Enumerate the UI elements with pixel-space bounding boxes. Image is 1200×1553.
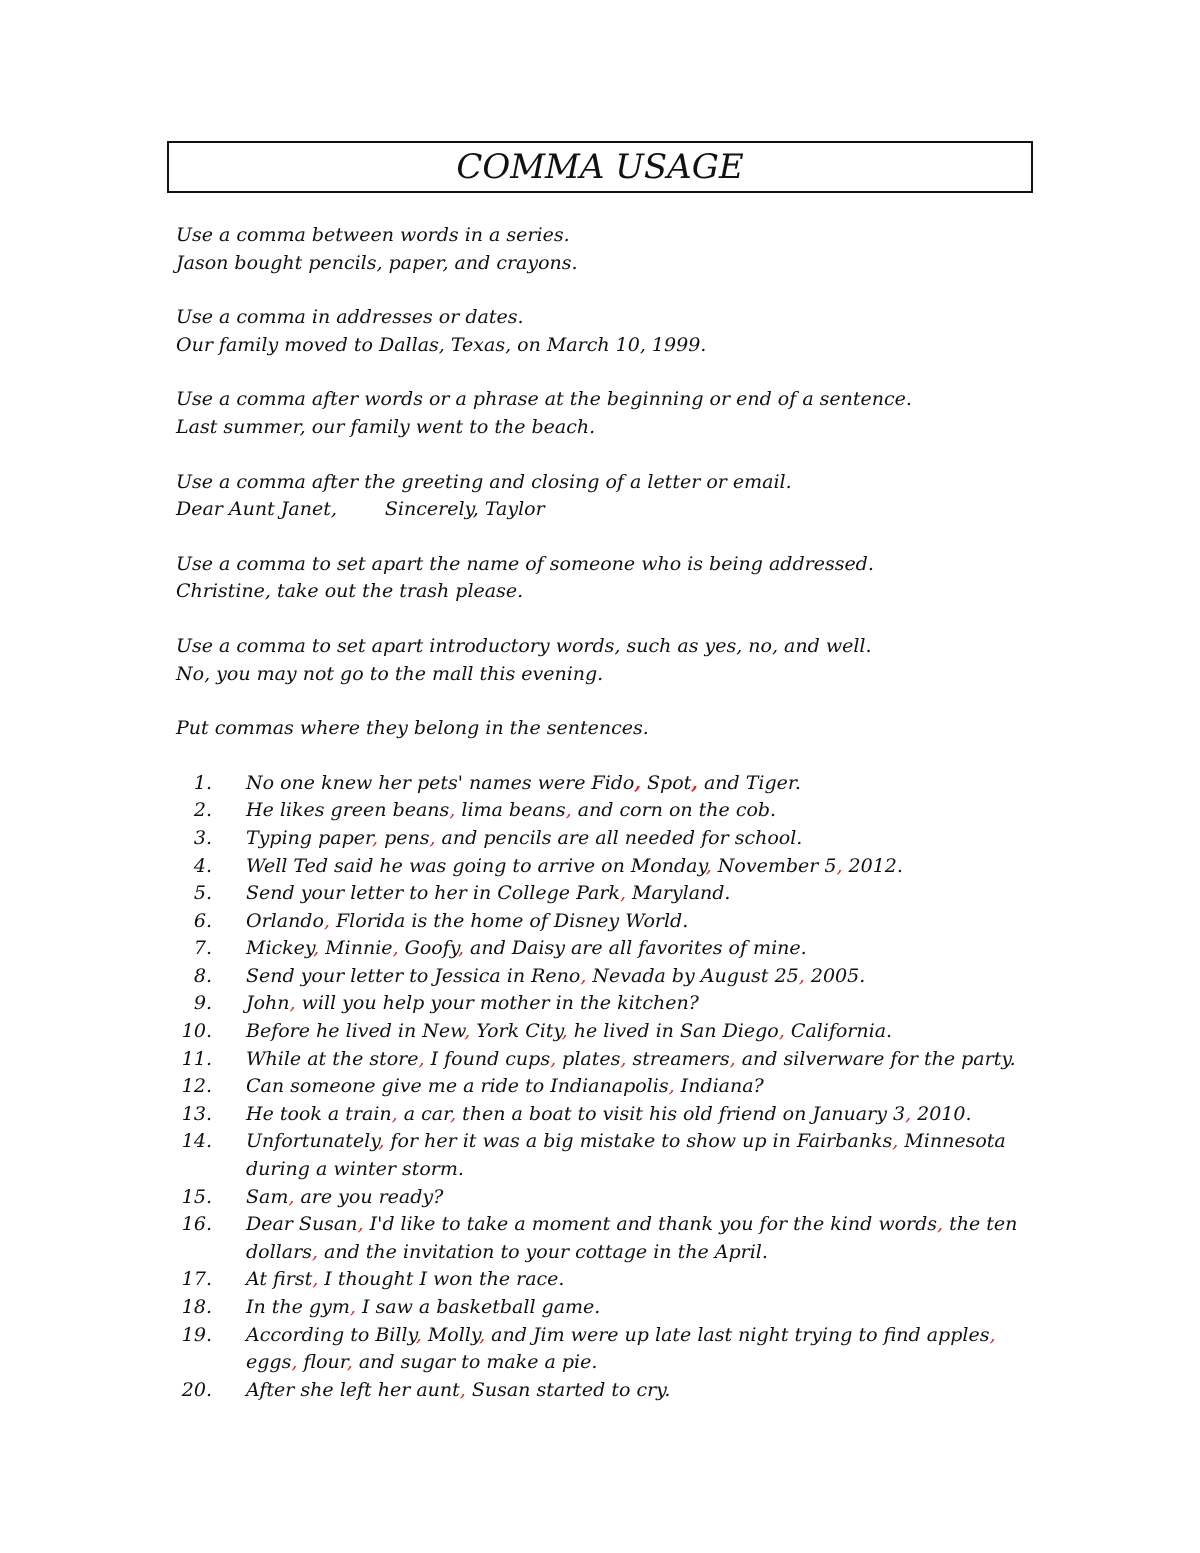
sentence-text: and Daisy are all favorites of mine. — [464, 937, 807, 960]
exercise-number: 4. — [193, 854, 212, 877]
exercise-item — [176, 825, 1056, 853]
exercise-item — [176, 990, 1056, 1018]
sentence-text: According to Billy — [246, 1323, 416, 1346]
sentence-text: Minnie — [319, 937, 393, 960]
corrected-comma: , — [371, 826, 379, 849]
exercise-number: 7. — [193, 937, 212, 960]
exercise-sentence — [246, 1128, 1036, 1183]
corrected-comma: , — [668, 1075, 675, 1098]
corrected-comma: , — [418, 1047, 425, 1070]
rule-text: Use a comma in addresses or dates. — [176, 306, 524, 329]
sentence-text: Minnesota during a winter storm. — [246, 1130, 1006, 1181]
corrected-comma: , — [313, 937, 320, 960]
sentence-text: Orlando — [246, 909, 324, 932]
exercise-list — [176, 770, 1056, 1405]
sentence-text: York City — [470, 1020, 562, 1043]
corrected-comma: , — [778, 1020, 785, 1043]
corrected-comma: , — [565, 799, 572, 822]
exercise-sentence — [246, 797, 1036, 825]
corrected-comma: , — [464, 1020, 471, 1043]
rule-block-letter — [176, 469, 1056, 524]
sentence-text: After she left her aunt — [246, 1378, 460, 1401]
sentence-text: and Jim were up late last night trying to find apples — [485, 1323, 990, 1346]
sentence-text: a car — [397, 1102, 451, 1125]
sentence-text: lima beans — [455, 799, 566, 822]
sentence-text: and sugar to make a pie. — [352, 1351, 598, 1374]
corrected-comma: , — [459, 1378, 466, 1401]
exercise-number: 15. — [181, 1185, 212, 1208]
sentence-text: 2010. — [911, 1102, 972, 1125]
exercise-number: 20. — [181, 1378, 212, 1401]
sentence-text: No one knew her pets' names were Fido — [246, 771, 635, 794]
corrected-comma: , — [429, 826, 436, 849]
sentence-text: November 5 — [711, 854, 837, 877]
sentence-text: Spot — [641, 771, 692, 794]
sentence-text: While at the store — [246, 1047, 419, 1070]
exercise-instructions: Put commas where they belong in the sentences. — [176, 717, 649, 740]
rule-text: Use a comma to set apart introductory words, such as yes, no, and well. — [176, 634, 872, 657]
sentence-text: will you help your mother in the kitchen? — [295, 992, 699, 1015]
sentence-text: In the gym — [246, 1296, 350, 1318]
sentence-text: Well Ted said he was going to arrive on Monday — [246, 854, 706, 877]
corrected-comma: , — [415, 1323, 422, 1346]
sentence-text: Susan started to cry. — [465, 1378, 671, 1401]
exercise-number: 1. — [193, 771, 212, 794]
exercise-number: 6. — [193, 909, 212, 932]
rule-text: Use a comma between words in a series. — [176, 224, 570, 246]
rule-block-introductory — [176, 633, 1056, 688]
rule-example: Our family moved to Dallas, Texas, on March 10, 1999. — [176, 333, 707, 356]
exercise-sentence — [246, 990, 1036, 1018]
sentence-text: Maryland. — [625, 882, 731, 905]
exercise-item — [176, 1294, 1056, 1322]
sentence-text: and Tiger. — [697, 771, 801, 794]
corrected-comma: , — [346, 1351, 353, 1374]
corrected-comma: , — [937, 1213, 944, 1236]
rule-text: Use a comma after words or a phrase at the beginning or end of a sentence. — [176, 388, 912, 411]
exercise-sentence — [246, 1322, 1036, 1377]
exercise-sentence — [246, 1018, 1036, 1046]
exercise-number: 10. — [181, 1020, 212, 1043]
exercise-sentence — [246, 825, 1036, 853]
exercise-item — [176, 853, 1056, 881]
sentence-text: At first — [246, 1268, 313, 1291]
exercise-number: 9. — [193, 992, 212, 1015]
exercise-number: 8. — [193, 964, 212, 987]
sentence-text: John — [246, 992, 290, 1015]
sentence-text: I found cups — [424, 1047, 551, 1070]
sentence-text: and pencils are all needed for school. — [435, 826, 803, 849]
corrected-comma: , — [323, 909, 330, 932]
sentence-text: Sam — [246, 1185, 289, 1208]
exercise-number: 3. — [193, 826, 212, 849]
sentence-text: he lived in San Diego — [567, 1020, 779, 1043]
example-closing: Sincerely, Taylor — [384, 498, 545, 521]
corrected-comma: , — [905, 1102, 912, 1125]
corrected-comma: , — [620, 1047, 627, 1070]
exercise-item — [176, 770, 1056, 798]
exercise-item — [176, 1018, 1056, 1046]
sentence-text: He likes green beans — [246, 799, 450, 822]
sentence-text: Goofy — [398, 937, 458, 960]
exercise-sentence — [246, 1266, 1036, 1294]
sentence-text: Typing paper — [246, 826, 372, 849]
exercise-item — [176, 1377, 1056, 1405]
exercise-sentence — [246, 853, 1036, 881]
exercise-number: 13. — [181, 1102, 212, 1125]
corrected-comma: , — [391, 1102, 398, 1125]
sentence-text: Send your letter to Jessica in Reno — [246, 964, 581, 987]
corrected-comma: , — [450, 1102, 457, 1125]
corrected-comma: , — [705, 854, 712, 877]
exercise-sentence — [246, 1073, 1036, 1101]
sentence-text: then a boat to visit his old friend on January 3 — [456, 1102, 906, 1125]
sentence-text: Nevada by August 25 — [586, 964, 799, 987]
rule-block-phrase — [176, 386, 1056, 441]
sentence-text: are you ready? — [294, 1185, 444, 1208]
worksheet-content — [176, 222, 1056, 1404]
sentence-text: for her it was a big mistake to show up in Fairbanks — [384, 1130, 893, 1153]
sentence-text: Florida is the home of Disney World. — [329, 909, 689, 932]
corrected-comma: , — [619, 882, 626, 905]
rule-example: Jason bought pencils, paper, and crayons. — [176, 251, 578, 274]
sentence-text: I'd like to take a moment and thank you for the kind words — [363, 1213, 938, 1236]
sentence-text: I saw a basketball game. — [355, 1296, 601, 1318]
exercise-item — [176, 797, 1056, 825]
sentence-text: Mickey — [246, 937, 314, 960]
sentence-text: Unfortunately — [246, 1130, 379, 1153]
sentence-text: and silverware for the party. — [735, 1047, 1016, 1070]
exercise-item — [176, 935, 1056, 963]
sentence-text: I thought I won the race. — [318, 1268, 565, 1291]
exercise-item — [176, 1128, 1056, 1183]
corrected-comma: , — [311, 1240, 318, 1263]
sentence-text: He took a train — [246, 1102, 392, 1125]
corrected-comma: , — [989, 1323, 996, 1346]
page-title: COMMA USAGE — [456, 147, 744, 187]
rule-example: No, you may not go to the mall this evening. — [176, 662, 604, 685]
corrected-comma: , — [457, 937, 464, 960]
rule-text: Use a comma after the greeting and closing of a letter or email. — [176, 470, 792, 493]
rule-example: Last summer, our family went to the beach. — [176, 415, 596, 438]
corrected-comma: , — [312, 1268, 319, 1291]
exercise-item — [176, 1073, 1056, 1101]
sentence-text: flour — [297, 1351, 347, 1374]
exercise-number: 16. — [181, 1213, 212, 1236]
exercise-item — [176, 908, 1056, 936]
exercise-number: 19. — [181, 1323, 212, 1346]
sentence-text: Dear Susan — [246, 1213, 358, 1236]
exercise-number: 12. — [181, 1075, 212, 1098]
sentence-text: California. — [784, 1020, 893, 1043]
rule-example: Christine, take out the trash please. — [176, 580, 524, 603]
exercise-number: 17. — [181, 1268, 212, 1291]
exercise-sentence — [246, 908, 1036, 936]
corrected-comma: , — [691, 771, 698, 794]
exercise-sentence — [246, 1211, 1036, 1266]
corrected-comma: , — [357, 1213, 364, 1236]
exercise-number: 14. — [181, 1130, 212, 1153]
corrected-comma: , — [291, 1351, 298, 1374]
corrected-comma: , — [449, 799, 456, 822]
exercise-sentence — [246, 963, 1036, 991]
exercise-sentence — [246, 1046, 1036, 1074]
corrected-comma: , — [634, 771, 641, 794]
exercise-sentence — [246, 1377, 1036, 1405]
exercise-sentence — [246, 1294, 1036, 1322]
sentence-text: Before he lived in New — [246, 1020, 465, 1043]
sentence-text: eggs — [246, 1351, 292, 1374]
corrected-comma: , — [561, 1020, 568, 1043]
corrected-comma: , — [580, 964, 587, 987]
rule-example-letter — [176, 496, 1056, 524]
corrected-comma: , — [836, 854, 843, 877]
exercise-number: 11. — [181, 1047, 212, 1070]
sentence-text: pens — [378, 826, 430, 849]
corrected-comma: , — [550, 1047, 557, 1070]
corrected-comma: , — [892, 1130, 899, 1153]
sentence-text: Send your letter to her in College Park — [246, 882, 620, 905]
exercise-sentence — [246, 935, 1036, 963]
exercise-item — [176, 1101, 1056, 1129]
exercise-item — [176, 1322, 1056, 1377]
sentence-text: streamers — [626, 1047, 730, 1070]
corrected-comma: , — [798, 964, 805, 987]
corrected-comma: , — [289, 992, 296, 1015]
sentence-text: plates — [556, 1047, 621, 1070]
exercise-number: 5. — [193, 882, 212, 905]
exercise-item — [176, 1046, 1056, 1074]
exercise-sentence — [246, 770, 1036, 798]
exercise-item — [176, 880, 1056, 908]
exercise-sentence — [246, 1184, 1036, 1212]
title-box — [167, 141, 1033, 193]
exercise-number: 18. — [181, 1296, 212, 1318]
sentence-text: Molly — [421, 1323, 480, 1346]
rule-block-address-name — [176, 551, 1056, 606]
corrected-comma: , — [349, 1296, 356, 1318]
example-greeting: Dear Aunt Janet, — [176, 498, 337, 521]
exercise-item — [176, 1184, 1056, 1212]
exercise-sentence — [246, 1101, 1036, 1129]
sentence-text: and the invitation to your cottage in the April. — [317, 1240, 768, 1263]
exercise-number: 2. — [193, 799, 212, 822]
corrected-comma: , — [378, 1130, 385, 1153]
rule-block-addresses — [176, 304, 1056, 359]
exercise-item — [176, 1211, 1056, 1266]
corrected-comma: , — [729, 1047, 736, 1070]
corrected-comma: , — [479, 1323, 486, 1346]
rule-block-series — [176, 222, 1056, 277]
sentence-text: 2005. — [804, 964, 866, 987]
sentence-text: Indiana? — [674, 1075, 764, 1098]
exercise-item — [176, 1266, 1056, 1294]
sentence-text: Can someone give me a ride to Indianapolis — [246, 1075, 669, 1098]
sentence-text: 2012. — [842, 854, 903, 877]
corrected-comma: , — [288, 1185, 295, 1208]
corrected-comma: , — [392, 937, 399, 960]
exercise-sentence — [246, 880, 1036, 908]
exercise-item — [176, 963, 1056, 991]
sentence-text: the ten dollars — [246, 1213, 1018, 1263]
rule-text: Use a comma to set apart the name of someone who is being addressed. — [176, 552, 874, 575]
sentence-text: and corn on the cob. — [571, 799, 777, 822]
